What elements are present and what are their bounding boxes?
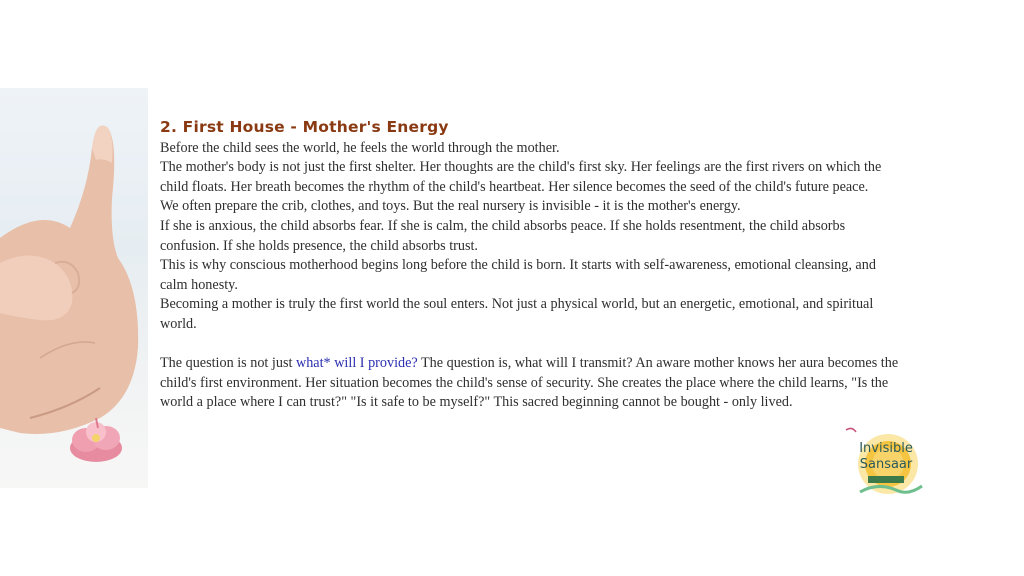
paragraph-intro: Before the child sees the world, he feels the world through the mother. [160, 139, 560, 156]
paragraph-question [160, 354, 905, 413]
logo-text-line2: Sansaar [859, 457, 913, 472]
article-body [160, 118, 905, 413]
paragraph-nursery: We often prepare the crib, clothes, and toys. But the real nursery is invisible - it is the mother's energy. [160, 198, 741, 215]
paragraph-absorb: If she is anxious, the child absorbs fear. If she is calm, the child absorbs peace. If she holds resentment, the child absorbs confusion. If she holds presence, the child absorbs trust. [160, 217, 846, 254]
paragraph-shelter: The mother's body is not just the first shelter. Her thoughts are the child's first sky. Her feelings are the first rivers on which the child floats. Her breath becomes the rhythm of the child's heartbeat. Her silence becomes the seed of the child's future peace. [160, 159, 882, 195]
hands-photo [0, 88, 148, 488]
invisible-sansaar-logo [838, 424, 934, 510]
paragraph-first-world: Becoming a mother is truly the first world the soul enters. Not just a physical world, but an energetic, emotional, and spiritual world. [160, 296, 874, 332]
logo-text-line1: Invisible [859, 441, 913, 456]
hands-illustration [0, 88, 148, 488]
paragraph-spacer [160, 335, 905, 355]
question-text-start: The question is not just [160, 355, 296, 372]
paragraph-conscious: This is why conscious motherhood begins long before the child is born. It starts with self-awareness, emotional cleansing, and calm honesty. [160, 257, 876, 293]
highlighted-question: what* will I provide? [295, 355, 418, 372]
section-heading: 2. First House - Mother's Energy [160, 118, 449, 136]
logo-tagline-bar [868, 476, 904, 483]
question-text-rest: The question is, what will I transmit? An aware mother knows her aura becomes the child's first environment. Her situation becomes the child's sense of security. She creates the place where the child learns, "Is the world a place where I can trust?" "Is it safe to be myself?" This sacred beginning cannot be bought - only lived. [160, 355, 899, 411]
